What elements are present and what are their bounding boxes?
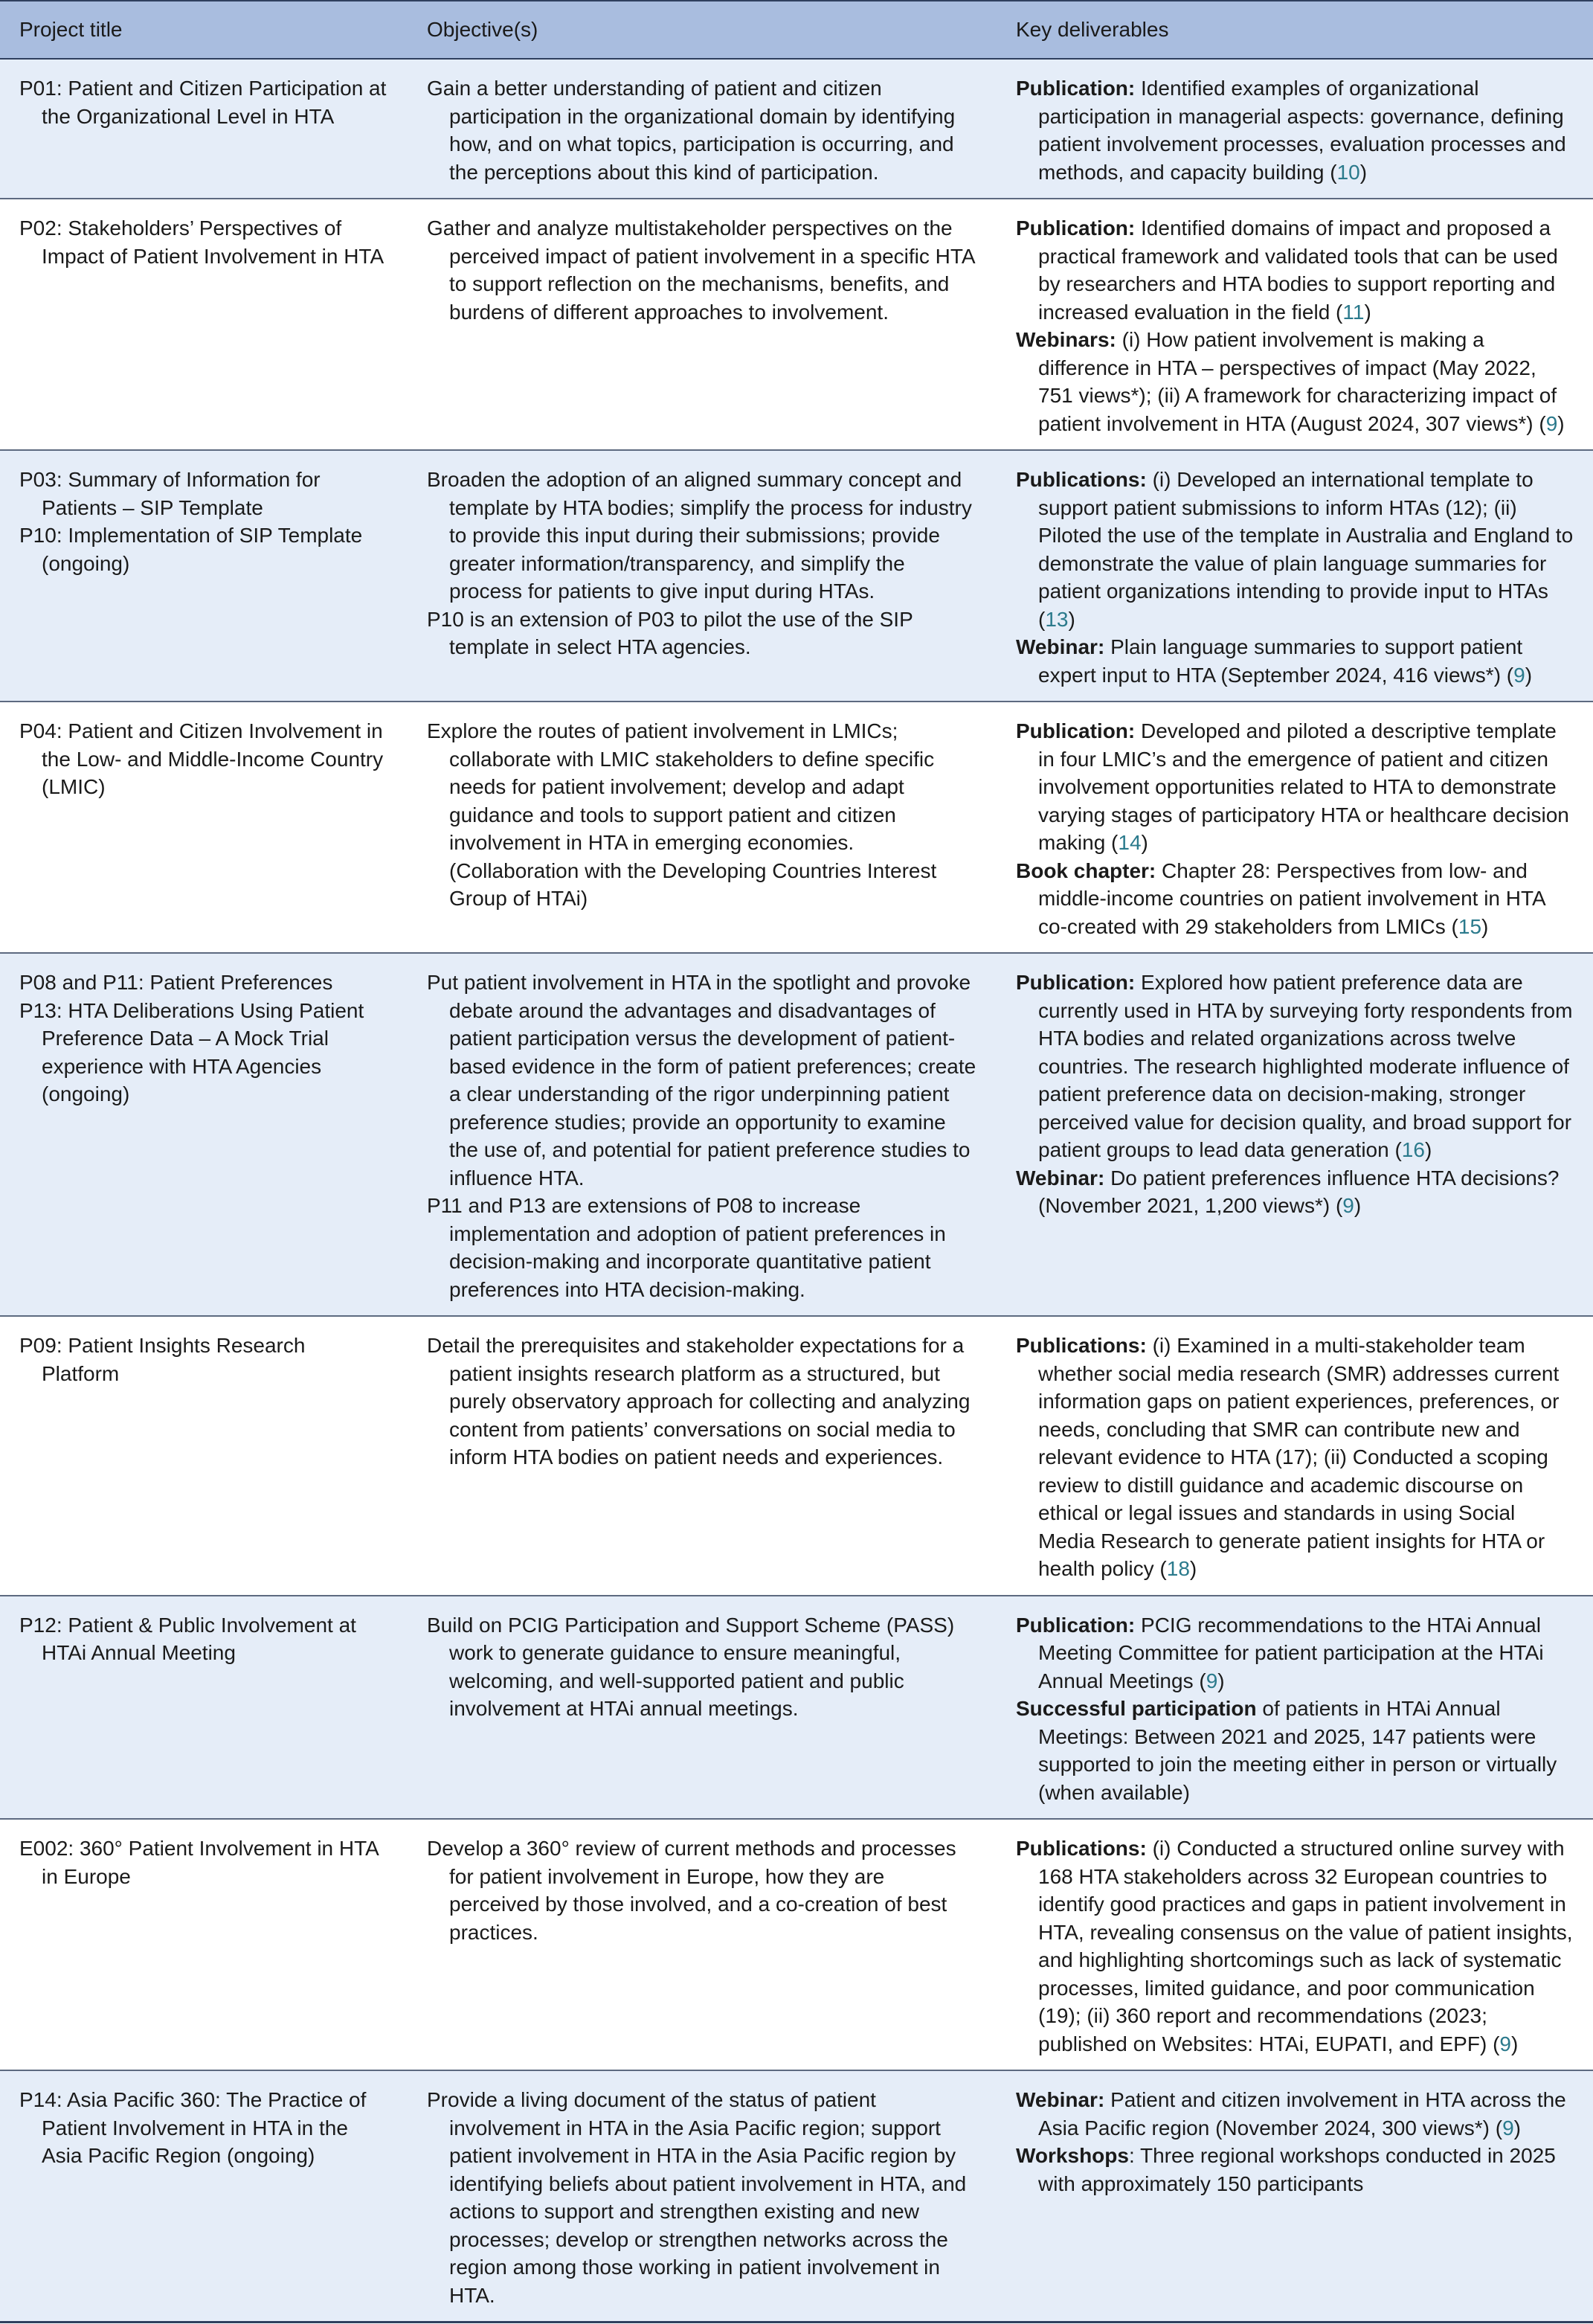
reference-link[interactable]: 9 bbox=[1499, 2032, 1511, 2055]
reference-link[interactable]: 9 bbox=[1206, 1669, 1218, 1692]
project-title: P02: Stakeholders’ Perspectives of Impact of Patient Involvement in HTA bbox=[19, 216, 384, 268]
deliverable-item bbox=[1016, 1611, 1574, 1695]
objectives-cell bbox=[408, 702, 997, 953]
header-row bbox=[0, 1, 1593, 59]
deliverable-item bbox=[1016, 466, 1574, 633]
objectives-cell bbox=[408, 199, 997, 450]
deliverable-label: Webinar: bbox=[1016, 2088, 1105, 2111]
deliverables-cell bbox=[997, 2070, 1593, 2323]
deliverable-label: Successful participation bbox=[1016, 1697, 1257, 1720]
deliverable-text: (i) Developed an international template to support patient submissions to inform HTAs (12); (ii) Piloted the use of the template in Australia and England to demonstrate the value of plain language summaries for patient organizations intending to provide input to HTAs ( bbox=[1038, 468, 1574, 631]
objective-text: Develop a 360° review of current methods and processes for patient involvement in Europe, how they are perceived by those involved, and a co-creation of best practices. bbox=[427, 1837, 956, 1944]
deliverable-tail: ) bbox=[1364, 300, 1371, 324]
deliverable-item bbox=[1016, 1164, 1574, 1220]
project-title: P03: Summary of Information for Patients – SIP Template bbox=[19, 468, 321, 519]
reference-link[interactable]: 13 bbox=[1045, 607, 1069, 631]
reference-link[interactable]: 14 bbox=[1118, 831, 1142, 854]
deliverables-cell bbox=[997, 199, 1593, 450]
table-row bbox=[0, 2070, 1593, 2323]
table-header bbox=[0, 1, 1593, 59]
deliverable-label: Webinars: bbox=[1016, 328, 1116, 351]
reference-link[interactable]: 9 bbox=[1545, 411, 1558, 435]
project-title: E002: 360° Patient Involvement in HTA in Europe bbox=[19, 1837, 379, 1888]
deliverables-cell bbox=[997, 1316, 1593, 1596]
project-title-cell bbox=[0, 59, 408, 199]
deliverable-tail: ) bbox=[1510, 2032, 1519, 2055]
deliverable-text: (i) Conducted a structured online survey with 168 HTA stakeholders across 32 European countries to identify good practices and gaps in patient involvement in HTA, revealing consensus on the value of patient insights, and highlighting shortcomings such as lack of systematic processes, limited guidance, and poor communication (19); (ii) 360 report and recommendations (2023; published on Websites: HTAi, EUPATI, and EPF) ( bbox=[1038, 1837, 1573, 2055]
deliverable-label: Book chapter: bbox=[1016, 858, 1156, 882]
deliverable-item bbox=[1016, 969, 1574, 1164]
objective-text: Detail the prerequisites and stakeholder expectations for a patient insights research platform as a structured, but purely observatory approach for collecting and analyzing content from patients’ conversations on social media to inform HTA bodies on patient needs and experiences. bbox=[427, 1334, 971, 1468]
deliverable-label: Publications: bbox=[1016, 468, 1147, 491]
objective-text: P11 and P13 are extensions of P08 to increase implementation and adoption of patient preferences in decision-making and incorporate quantitative patient preferences into HTA decision-making. bbox=[427, 1194, 946, 1301]
project-title-cell bbox=[0, 953, 408, 1316]
project-title-cell bbox=[0, 702, 408, 953]
deliverable-label: Publication: bbox=[1016, 1613, 1136, 1637]
objective-text: Provide a living document of the status of patient involvement in HTA in the Asia Pacific region; support patient involvement in HTA in the Asia Pacific region by identifying beliefs about patient involvement in HTA, and actions to support and strengthen existing and new processes; develop or strengthen networks across the region among those working in patient involvement in HTA. bbox=[427, 2088, 967, 2307]
deliverable-item bbox=[1016, 1835, 1574, 2058]
deliverables-cell bbox=[997, 1819, 1593, 2070]
deliverable-item bbox=[1016, 214, 1574, 326]
deliverable-text: of patients in HTAi Annual Meetings: Between 2021 and 2025, 147 patients were supported to join the meeting either in person or virtually (when available) bbox=[1038, 1697, 1557, 1804]
project-title: P04: Patient and Citizen Involvement in the Low- and Middle-Income Country (LMIC) bbox=[19, 719, 384, 798]
deliverable-item bbox=[1016, 74, 1574, 186]
table-row bbox=[0, 1316, 1593, 1596]
deliverable-tail: ) bbox=[1481, 914, 1489, 938]
deliverable-tail: ) bbox=[1424, 1138, 1432, 1161]
project-title-cell bbox=[0, 1316, 408, 1596]
deliverable-label: Publications: bbox=[1016, 1334, 1147, 1357]
table-row bbox=[0, 450, 1593, 702]
project-title: P09: Patient Insights Research Platform bbox=[19, 1334, 306, 1385]
deliverable-item bbox=[1016, 857, 1574, 941]
deliverable-tail: ) bbox=[1557, 411, 1565, 435]
objectives-cell bbox=[408, 1596, 997, 1820]
project-title: P12: Patient & Public Involvement at HTAi Annual Meeting bbox=[19, 1613, 356, 1664]
deliverable-text: Patient and citizen involvement in HTA across the Asia Pacific region (November 2024, 300 views*) ( bbox=[1038, 2088, 1566, 2140]
reference-link[interactable]: 9 bbox=[1342, 1194, 1354, 1217]
deliverable-text: Do patient preferences influence HTA decisions? (November 2021, 1,200 views*) ( bbox=[1038, 1166, 1560, 1217]
objective-text: Broaden the adoption of an aligned summary concept and template by HTA bodies; simplify the process for industry to provide this input during their submissions; provide greater information/transparency, and simplify the process for patients to give input during HTAs. bbox=[427, 468, 972, 603]
deliverable-label: Publication: bbox=[1016, 719, 1136, 742]
deliverable-text: : Three regional workshops conducted in 2025 with approximately 150 participants bbox=[1038, 2144, 1556, 2195]
deliverable-text: (i) How patient involvement is making a difference in HTA – perspectives of impact (May 2022, 751 views*); (ii) A framework for characterizing impact of patient involvement in HTA (August 2024, 307 views*) ( bbox=[1038, 328, 1557, 435]
deliverable-tail: ) bbox=[1359, 160, 1368, 184]
project-title: P08 and P11: Patient Preferences bbox=[19, 971, 333, 994]
table-row bbox=[0, 1819, 1593, 2070]
deliverable-label: Webinar: bbox=[1016, 1166, 1105, 1190]
deliverable-text: Developed and piloted a descriptive template in four LMIC’s and the emergence of patient and citizen involvement opportunities related to HTA to demonstrate varying stages of participatory HTA or healthcare decision making ( bbox=[1038, 719, 1569, 854]
objectives-cell bbox=[408, 2070, 997, 2323]
reference-link[interactable]: 16 bbox=[1401, 1138, 1425, 1161]
reference-link[interactable]: 15 bbox=[1458, 914, 1482, 938]
deliverable-text: Plain language summaries to support patient expert input to HTA (September 2024, 416 views*) ( bbox=[1038, 635, 1523, 687]
deliverables-cell bbox=[997, 953, 1593, 1316]
deliverable-item bbox=[1016, 326, 1574, 437]
deliverable-text: (i) Examined in a multi-stakeholder team whether social media research (SMR) addresses current information gaps on patient experiences, preferences, or needs, concluding that SMR can contribute new and relevant evidence to HTA (17); (ii) Conducted a scoping review to distill guidance and academic discourse on ethical or legal issues and standards in using Social Media Research to generate patient insights for HTA or health policy ( bbox=[1038, 1334, 1560, 1580]
objective-text: Build on PCIG Participation and Support Scheme (PASS) work to generate guidance to ensure meaningful, welcoming, and well-supported patient and public involvement at HTAi annual meetings. bbox=[427, 1613, 955, 1720]
deliverable-tail: ) bbox=[1068, 607, 1075, 631]
project-title-cell bbox=[0, 1596, 408, 1820]
project-title: P01: Patient and Citizen Participation at the Organizational Level in HTA bbox=[19, 77, 387, 128]
deliverable-label: Publications: bbox=[1016, 1837, 1147, 1860]
project-title-cell bbox=[0, 450, 408, 702]
deliverable-tail: ) bbox=[1217, 1669, 1225, 1692]
objective-text: Gain a better understanding of patient and citizen participation in the organizational domain by identifying how, and on what topics, participation is occurring, and the perceptions about this kind of participation. bbox=[427, 77, 956, 184]
deliverable-item bbox=[1016, 717, 1574, 857]
project-title: P14: Asia Pacific 360: The Practice of Patient Involvement in HTA in the Asia Pacific Region (ongoing) bbox=[19, 2088, 367, 2167]
deliverable-label: Workshops bbox=[1016, 2144, 1129, 2167]
deliverable-label: Publication: bbox=[1016, 77, 1136, 100]
reference-link[interactable]: 11 bbox=[1342, 300, 1365, 324]
deliverable-text: Identified examples of organizational participation in managerial aspects: governance, defining patient involvement processes, evaluation processes and methods, and capacity building ( bbox=[1038, 77, 1566, 184]
project-title-cell bbox=[0, 1819, 408, 2070]
objectives-cell bbox=[408, 59, 997, 199]
table-body bbox=[0, 59, 1593, 2323]
project-title-cell bbox=[0, 199, 408, 450]
project-title-cell bbox=[0, 2070, 408, 2323]
deliverable-label: Publication: bbox=[1016, 216, 1136, 240]
table-row bbox=[0, 953, 1593, 1316]
reference-link[interactable]: 18 bbox=[1166, 1557, 1190, 1580]
deliverables-cell bbox=[997, 450, 1593, 702]
project-title: P10: Implementation of SIP Template (ongoing) bbox=[19, 524, 363, 575]
project-title: P13: HTA Deliberations Using Patient Preference Data – A Mock Trial experience with HTA Agencies (ongoing) bbox=[19, 998, 364, 1105]
deliverable-tail: ) bbox=[1189, 1557, 1197, 1580]
table-row bbox=[0, 1596, 1593, 1820]
deliverable-tail: ) bbox=[1141, 831, 1148, 854]
deliverable-text: Chapter 28: Perspectives from low- and middle-income countries on patient involvement in HTA co-created with 29 stakeholders from LMICs ( bbox=[1038, 858, 1545, 938]
deliverable-item bbox=[1016, 633, 1574, 689]
deliverables-cell bbox=[997, 59, 1593, 199]
reference-link[interactable]: 9 bbox=[1502, 2116, 1514, 2140]
table-row bbox=[0, 59, 1593, 199]
deliverables-cell bbox=[997, 702, 1593, 953]
header-key-deliverables: Key deliverables bbox=[997, 1, 1593, 59]
objectives-cell bbox=[408, 1316, 997, 1596]
deliverable-text: PCIG recommendations to the HTAi Annual Meeting Committee for patient participation at the HTAi Annual Meetings ( bbox=[1038, 1613, 1544, 1692]
deliverable-tail: ) bbox=[1513, 2116, 1521, 2140]
header-project-title: Project title bbox=[0, 1, 408, 59]
deliverable-label: Webinar: bbox=[1016, 635, 1105, 658]
deliverable-item bbox=[1016, 2142, 1574, 2198]
objectives-cell bbox=[408, 1819, 997, 2070]
objective-text: Put patient involvement in HTA in the spotlight and provoke debate around the advantages and disadvantages of patient participation versus the development of patient-based evidence in the form of patient preferences; create a clear understanding of the rigor underpinning patient preference studies; provide an opportunity to examine the use of, and potential for patient preference studies to influence HTA. bbox=[427, 971, 976, 1190]
deliverable-text: Explored how patient preference data are currently used in HTA by surveying forty respondents from HTA bodies and related organizations across twelve countries. The research highlighted moderate influence of patient preference data on decision-making, stronger perceived value for decision quality, and broad support for patient groups to lead data generation ( bbox=[1038, 971, 1573, 1161]
deliverable-item bbox=[1016, 1695, 1574, 1806]
objective-text: Explore the routes of patient involvement in LMICs; collaborate with LMIC stakeholders to define specific needs for patient involvement; develop and adapt guidance and tools to support patient and citizen involvement in HTA in emerging economies. (Collaboration with the Developing Countries Interest Group of HTAi) bbox=[427, 719, 937, 910]
objective-text: P10 is an extension of P03 to pilot the use of the SIP template in select HTA agencies. bbox=[427, 607, 913, 658]
deliverable-label: Publication: bbox=[1016, 971, 1136, 994]
deliverables-cell bbox=[997, 1596, 1593, 1820]
reference-link[interactable]: 9 bbox=[1513, 663, 1525, 687]
deliverable-item bbox=[1016, 2086, 1574, 2142]
deliverable-item bbox=[1016, 1332, 1574, 1583]
deliverable-tail: ) bbox=[1354, 1194, 1362, 1217]
objectives-cell bbox=[408, 953, 997, 1316]
objective-text: Gather and analyze multistakeholder perspectives on the perceived impact of patient involvement in a specific HTA to support reflection on the mechanisms, benefits, and burdens of different approaches to involvement. bbox=[427, 216, 975, 324]
deliverable-tail: ) bbox=[1525, 663, 1533, 687]
objectives-cell bbox=[408, 450, 997, 702]
deliverable-text: Identified domains of impact and proposed a practical framework and validated tools that can be used by researchers and HTA bodies to support reporting and increased evaluation in the field ( bbox=[1038, 216, 1558, 324]
header-objectives: Objective(s) bbox=[408, 1, 997, 59]
table-row bbox=[0, 702, 1593, 953]
reference-link[interactable]: 10 bbox=[1336, 160, 1360, 184]
table-row bbox=[0, 199, 1593, 450]
